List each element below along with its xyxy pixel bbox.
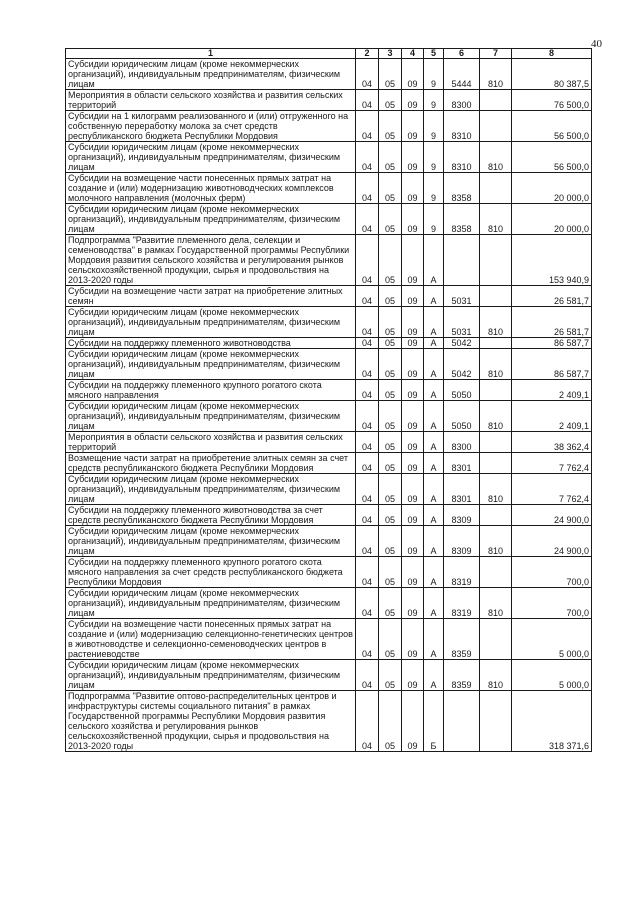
- row-code-6-cell: 8358: [444, 204, 480, 235]
- row-amount-cell: 5 000,0: [512, 619, 592, 660]
- row-name-cell: Субсидии юридическим лицам (кроме некоммерческих организаций), индивидуальным предпринимателям, физическим лицам: [66, 660, 356, 691]
- row-code-6-cell: 8310: [444, 142, 480, 173]
- table-row: [66, 142, 592, 173]
- row-code-3-cell: 05: [379, 173, 402, 204]
- row-code-2-cell: 04: [356, 557, 379, 588]
- header-col-1: 1: [66, 49, 356, 59]
- row-code-6-cell: 8309: [444, 526, 480, 557]
- row-name-cell: Субсидии юридическим лицам (кроме некоммерческих организаций), индивидуальным предпринимателям, физическим лицам: [66, 401, 356, 432]
- table-row: [66, 90, 592, 111]
- row-code-6-cell: 8310: [444, 111, 480, 142]
- row-name-cell: Субсидии юридическим лицам (кроме некоммерческих организаций), индивидуальным предпринимателям, физическим лицам: [66, 588, 356, 619]
- row-code-5-cell: А: [424, 401, 444, 432]
- row-code-5-cell: 9: [424, 59, 444, 90]
- row-code-7-cell: [480, 235, 512, 286]
- row-name-cell: Субсидии юридическим лицам (кроме некоммерческих организаций), индивидуальным предпринимателям, физическим лицам: [66, 526, 356, 557]
- table-row: [66, 474, 592, 505]
- row-code-5-cell: А: [424, 557, 444, 588]
- row-code-6-cell: 8301: [444, 474, 480, 505]
- table-row: [66, 557, 592, 588]
- row-code-7-cell: [480, 505, 512, 526]
- row-amount-cell: 700,0: [512, 557, 592, 588]
- row-code-7-cell: [480, 453, 512, 474]
- row-code-6-cell: 8319: [444, 588, 480, 619]
- table-row: [66, 349, 592, 380]
- table-row: [66, 59, 592, 90]
- row-code-3-cell: 05: [379, 235, 402, 286]
- row-amount-cell: 7 762,4: [512, 474, 592, 505]
- row-code-6-cell: [444, 691, 480, 752]
- row-code-3-cell: 05: [379, 90, 402, 111]
- row-code-5-cell: 9: [424, 111, 444, 142]
- row-code-4-cell: 09: [402, 173, 424, 204]
- row-code-7-cell: 810: [480, 474, 512, 505]
- table-row: [66, 307, 592, 338]
- row-amount-cell: 5 000,0: [512, 660, 592, 691]
- table-row: [66, 432, 592, 453]
- row-code-2-cell: 04: [356, 349, 379, 380]
- row-code-4-cell: 09: [402, 380, 424, 401]
- row-name-cell: Субсидии на возмещение части понесенных прямых затрат на создание и (или) модернизацию животноводческих комплексов молочного направления (молочных ферм): [66, 173, 356, 204]
- row-code-4-cell: 09: [402, 526, 424, 557]
- table-row: [66, 111, 592, 142]
- row-code-7-cell: 810: [480, 526, 512, 557]
- row-code-6-cell: 8309: [444, 505, 480, 526]
- row-name-cell: Субсидии юридическим лицам (кроме некоммерческих организаций), индивидуальным предпринимателям, физическим лицам: [66, 59, 356, 90]
- row-code-7-cell: [480, 432, 512, 453]
- table-row: [66, 173, 592, 204]
- row-code-4-cell: 09: [402, 59, 424, 90]
- row-code-4-cell: 09: [402, 111, 424, 142]
- row-code-4-cell: 09: [402, 432, 424, 453]
- row-name-cell: Субсидии на поддержку племенного животноводства: [66, 338, 356, 349]
- row-name-cell: Подпрограмма "Развитие оптово-распределительных центров и инфраструктуры системы социального питания" в рамках Государственной программы Республики Мордовия развития сельского хозяйства и регулирования рынков сельскохозяйственной продукции, сырья и продовольствия на 2013-2020 годы: [66, 691, 356, 752]
- row-code-7-cell: 810: [480, 401, 512, 432]
- row-name-cell: Субсидии юридическим лицам (кроме некоммерческих организаций), индивидуальным предпринимателям, физическим лицам: [66, 349, 356, 380]
- row-code-7-cell: 810: [480, 660, 512, 691]
- row-code-2-cell: 04: [356, 526, 379, 557]
- row-code-6-cell: 8300: [444, 90, 480, 111]
- row-code-5-cell: А: [424, 505, 444, 526]
- row-code-5-cell: А: [424, 307, 444, 338]
- row-code-6-cell: 8301: [444, 453, 480, 474]
- row-name-cell: Субсидии на поддержку племенного животноводства за счет средств республиканского бюджета Республики Мордовия: [66, 505, 356, 526]
- row-code-7-cell: 810: [480, 307, 512, 338]
- table-row: [66, 401, 592, 432]
- row-amount-cell: 2 409,1: [512, 380, 592, 401]
- row-code-3-cell: 05: [379, 474, 402, 505]
- row-code-5-cell: А: [424, 588, 444, 619]
- row-name-cell: Субсидии юридическим лицам (кроме некоммерческих организаций), индивидуальным предпринимателям, физическим лицам: [66, 474, 356, 505]
- header-col-2: 2: [356, 49, 379, 59]
- row-code-5-cell: А: [424, 338, 444, 349]
- row-amount-cell: 86 587,7: [512, 338, 592, 349]
- row-amount-cell: 7 762,4: [512, 453, 592, 474]
- row-code-3-cell: 05: [379, 349, 402, 380]
- table-row: [66, 619, 592, 660]
- row-amount-cell: 56 500,0: [512, 142, 592, 173]
- row-amount-cell: 700,0: [512, 588, 592, 619]
- row-name-cell: Субсидии на возмещение части затрат на приобретение элитных семян: [66, 286, 356, 307]
- row-code-2-cell: 04: [356, 474, 379, 505]
- row-amount-cell: 24 900,0: [512, 526, 592, 557]
- row-code-2-cell: 04: [356, 588, 379, 619]
- row-code-3-cell: 05: [379, 380, 402, 401]
- row-code-4-cell: 09: [402, 557, 424, 588]
- table-header-row: [66, 49, 592, 59]
- row-code-7-cell: [480, 173, 512, 204]
- row-code-3-cell: 05: [379, 111, 402, 142]
- row-code-6-cell: 8359: [444, 660, 480, 691]
- row-code-4-cell: 09: [402, 235, 424, 286]
- row-code-7-cell: [480, 380, 512, 401]
- row-amount-cell: 26 581,7: [512, 307, 592, 338]
- row-code-3-cell: 05: [379, 453, 402, 474]
- row-code-5-cell: 9: [424, 204, 444, 235]
- row-code-4-cell: 09: [402, 349, 424, 380]
- row-code-5-cell: А: [424, 380, 444, 401]
- row-code-7-cell: [480, 90, 512, 111]
- row-code-2-cell: 04: [356, 142, 379, 173]
- row-code-6-cell: [444, 235, 480, 286]
- row-amount-cell: 80 387,5: [512, 59, 592, 90]
- row-code-5-cell: А: [424, 349, 444, 380]
- row-code-4-cell: 09: [402, 619, 424, 660]
- row-code-4-cell: 09: [402, 142, 424, 173]
- row-name-cell: Мероприятия в области сельского хозяйства и развития сельских территорий: [66, 90, 356, 111]
- row-code-3-cell: 05: [379, 526, 402, 557]
- row-code-5-cell: А: [424, 235, 444, 286]
- row-code-4-cell: 09: [402, 338, 424, 349]
- header-col-5: 5: [424, 49, 444, 59]
- row-code-3-cell: 05: [379, 691, 402, 752]
- row-code-6-cell: 5444: [444, 59, 480, 90]
- row-code-3-cell: 05: [379, 338, 402, 349]
- row-code-6-cell: 5050: [444, 380, 480, 401]
- row-code-3-cell: 05: [379, 204, 402, 235]
- row-code-5-cell: А: [424, 286, 444, 307]
- row-code-6-cell: 8319: [444, 557, 480, 588]
- header-col-7: 7: [480, 49, 512, 59]
- row-code-3-cell: 05: [379, 142, 402, 173]
- row-amount-cell: 26 581,7: [512, 286, 592, 307]
- row-code-3-cell: 05: [379, 401, 402, 432]
- row-name-cell: Субсидии на возмещение части понесенных прямых затрат на создание и (или) модернизацию селекционно-генетических центров в животноводстве и селекционно-семеноводческих центров в растениеводстве: [66, 619, 356, 660]
- table-row: [66, 286, 592, 307]
- header-col-4: 4: [402, 49, 424, 59]
- row-code-7-cell: 810: [480, 142, 512, 173]
- row-name-cell: Субсидии на 1 килограмм реализованного и (или) отгруженного на собственную переработку молока за счет средств республиканского бюджета Республики Мордовия: [66, 111, 356, 142]
- table-row: [66, 235, 592, 286]
- table-row: [66, 505, 592, 526]
- row-amount-cell: 318 371,6: [512, 691, 592, 752]
- row-code-4-cell: 09: [402, 691, 424, 752]
- row-code-3-cell: 05: [379, 432, 402, 453]
- row-code-7-cell: 810: [480, 59, 512, 90]
- row-code-5-cell: 9: [424, 142, 444, 173]
- row-code-5-cell: Б: [424, 691, 444, 752]
- budget-table: [65, 48, 592, 752]
- row-code-5-cell: 9: [424, 173, 444, 204]
- row-code-6-cell: 8300: [444, 432, 480, 453]
- row-amount-cell: 20 000,0: [512, 173, 592, 204]
- table-row: [66, 380, 592, 401]
- row-name-cell: Субсидии юридическим лицам (кроме некоммерческих организаций), индивидуальным предпринимателям, физическим лицам: [66, 307, 356, 338]
- row-code-2-cell: 04: [356, 338, 379, 349]
- row-code-7-cell: 810: [480, 204, 512, 235]
- row-code-4-cell: 09: [402, 204, 424, 235]
- row-code-4-cell: 09: [402, 505, 424, 526]
- row-code-3-cell: 05: [379, 307, 402, 338]
- row-code-4-cell: 09: [402, 474, 424, 505]
- table-row: [66, 660, 592, 691]
- row-code-5-cell: А: [424, 453, 444, 474]
- row-code-2-cell: 04: [356, 173, 379, 204]
- row-code-2-cell: 04: [356, 307, 379, 338]
- page-number: 40: [591, 38, 602, 50]
- row-code-2-cell: 04: [356, 235, 379, 286]
- row-code-2-cell: 04: [356, 380, 379, 401]
- row-amount-cell: 24 900,0: [512, 505, 592, 526]
- row-code-5-cell: А: [424, 432, 444, 453]
- row-code-4-cell: 09: [402, 588, 424, 619]
- row-name-cell: Возмещение части затрат на приобретение элитных семян за счет средств республиканского бюджета Республики Мордовия: [66, 453, 356, 474]
- row-code-6-cell: 8358: [444, 173, 480, 204]
- row-code-7-cell: [480, 619, 512, 660]
- table-row: [66, 691, 592, 752]
- row-code-2-cell: 04: [356, 619, 379, 660]
- row-code-2-cell: 04: [356, 401, 379, 432]
- table-row: [66, 588, 592, 619]
- row-code-2-cell: 04: [356, 691, 379, 752]
- row-name-cell: Субсидии юридическим лицам (кроме некоммерческих организаций), индивидуальным предпринимателям, физическим лицам: [66, 142, 356, 173]
- row-code-7-cell: [480, 338, 512, 349]
- row-code-2-cell: 04: [356, 432, 379, 453]
- row-code-4-cell: 09: [402, 660, 424, 691]
- row-code-5-cell: А: [424, 619, 444, 660]
- row-code-2-cell: 04: [356, 111, 379, 142]
- row-code-5-cell: А: [424, 660, 444, 691]
- row-code-4-cell: 09: [402, 401, 424, 432]
- row-code-3-cell: 05: [379, 505, 402, 526]
- table-row: [66, 453, 592, 474]
- row-code-7-cell: [480, 691, 512, 752]
- row-code-7-cell: [480, 557, 512, 588]
- row-code-7-cell: [480, 111, 512, 142]
- row-code-5-cell: А: [424, 474, 444, 505]
- row-code-6-cell: 5042: [444, 338, 480, 349]
- row-code-2-cell: 04: [356, 660, 379, 691]
- row-code-7-cell: 810: [480, 588, 512, 619]
- table-row: [66, 204, 592, 235]
- row-code-2-cell: 04: [356, 505, 379, 526]
- row-name-cell: Субсидии юридическим лицам (кроме некоммерческих организаций), индивидуальным предпринимателям, физическим лицам: [66, 204, 356, 235]
- row-code-3-cell: 05: [379, 286, 402, 307]
- table-row: [66, 526, 592, 557]
- row-code-6-cell: 5031: [444, 307, 480, 338]
- row-amount-cell: 56 500,0: [512, 111, 592, 142]
- row-code-4-cell: 09: [402, 90, 424, 111]
- row-code-3-cell: 05: [379, 588, 402, 619]
- row-name-cell: Субсидии на поддержку племенного крупного рогатого скота мясного направления: [66, 380, 356, 401]
- table-body: [66, 59, 592, 752]
- row-code-3-cell: 05: [379, 557, 402, 588]
- row-code-2-cell: 04: [356, 453, 379, 474]
- row-code-6-cell: 8359: [444, 619, 480, 660]
- header-col-8: 8: [512, 49, 592, 59]
- header-col-3: 3: [379, 49, 402, 59]
- row-code-7-cell: [480, 286, 512, 307]
- row-code-5-cell: А: [424, 526, 444, 557]
- table-row: [66, 338, 592, 349]
- row-code-3-cell: 05: [379, 59, 402, 90]
- row-name-cell: Субсидии на поддержку племенного крупного рогатого скота мясного направления за счет средств республиканского бюджета Республики Мордовия: [66, 557, 356, 588]
- row-code-2-cell: 04: [356, 204, 379, 235]
- row-name-cell: Подпрограмма "Развитие племенного дела, селекции и семеноводства" в рамках Государственной программы Республики Мордовия развития сельского хозяйства и регулирования рынков сельскохозяйственной продукции, сырья и продовольствия на 2013-2020 годы: [66, 235, 356, 286]
- header-col-6: 6: [444, 49, 480, 59]
- row-code-3-cell: 05: [379, 619, 402, 660]
- row-code-6-cell: 5042: [444, 349, 480, 380]
- row-amount-cell: 76 500,0: [512, 90, 592, 111]
- row-name-cell: Мероприятия в области сельского хозяйства и развития сельских территорий: [66, 432, 356, 453]
- row-code-3-cell: 05: [379, 660, 402, 691]
- row-code-2-cell: 04: [356, 90, 379, 111]
- row-code-4-cell: 09: [402, 307, 424, 338]
- row-code-5-cell: 9: [424, 90, 444, 111]
- row-amount-cell: 38 362,4: [512, 432, 592, 453]
- row-code-7-cell: 810: [480, 349, 512, 380]
- row-code-4-cell: 09: [402, 453, 424, 474]
- row-code-6-cell: 5050: [444, 401, 480, 432]
- row-amount-cell: 2 409,1: [512, 401, 592, 432]
- row-code-2-cell: 04: [356, 59, 379, 90]
- row-amount-cell: 86 587,7: [512, 349, 592, 380]
- row-amount-cell: 153 940,9: [512, 235, 592, 286]
- row-amount-cell: 20 000,0: [512, 204, 592, 235]
- row-code-2-cell: 04: [356, 286, 379, 307]
- row-code-6-cell: 5031: [444, 286, 480, 307]
- row-code-4-cell: 09: [402, 286, 424, 307]
